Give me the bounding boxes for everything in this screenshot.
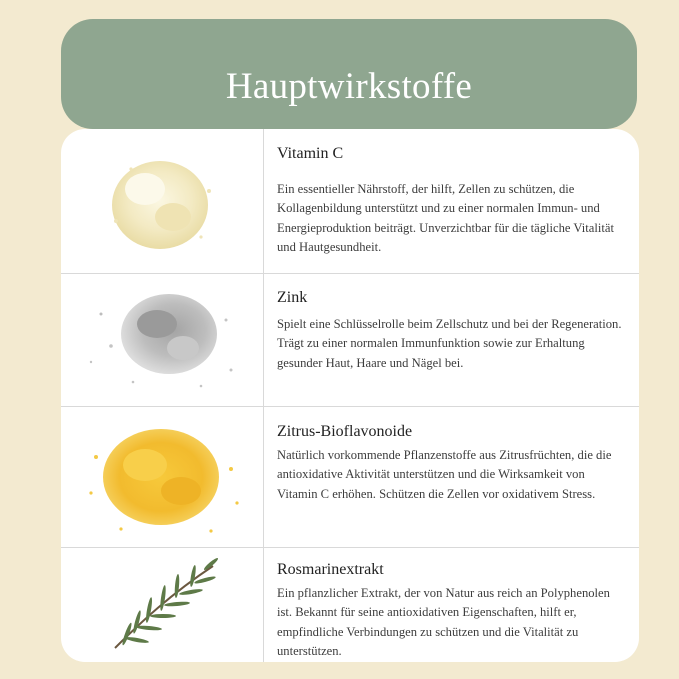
ingredient-row-zink [61, 274, 639, 406]
ingredient-name: Zitrus-Bioflavonoide [277, 423, 413, 440]
page-title: Hauptwirkstoffe [225, 66, 473, 107]
ingredient-name: Zink [277, 289, 308, 306]
ingredient-row-vitamin-c [61, 129, 639, 273]
ingredient-name: Rosmarinextrakt [277, 561, 384, 578]
ingredient-description: Spielt eine Schlüsselrolle beim Zellschutz und bei der Regeneration. Trägt zu einer normalen Immunfunktion sowie zur Erhaltung gesunder Haut, Haare und Nägel bei. [277, 317, 622, 370]
ingredient-name: Vitamin C [277, 145, 344, 162]
rosemary-sprig-image [61, 548, 263, 662]
vitamin-c-powder-image [61, 129, 263, 273]
ingredient-description: Ein essentieller Nährstoff, der hilft, Zellen zu schützen, die Kollagenbildung unterstützt und zu einer normalen Immun- und Energieproduktion beiträgt. Unverzichtbar für die tägliche Vitalität und Hautgesundheit. [277, 182, 614, 255]
ingredient-description: Ein pflanzlicher Extrakt, der von Natur aus reich an Polyphenolen ist. Bekannt für seine antioxidativen Eigenschaften, hilft er, empfindliche Verbindungen zu schützen und die Vitalität zu unterstützen. [277, 586, 610, 659]
ingredient-row-rosmarinextrakt [61, 548, 639, 662]
ingredients-table [61, 129, 639, 662]
citrus-bioflavonoid-powder-image [61, 407, 263, 547]
ingredient-description: Natürlich vorkommende Pflanzenstoffe aus Zitrusfrüchten, die die antioxidative Aktivität unterstützen und die Wirksamkeit von Vitamin C erhöhen. Schützen die Zellen vor oxidativem Stress. [277, 448, 612, 501]
zinc-powder-image [61, 274, 263, 406]
ingredient-row-zitrus-bioflavonoide [61, 407, 639, 547]
header-banner [61, 19, 637, 129]
